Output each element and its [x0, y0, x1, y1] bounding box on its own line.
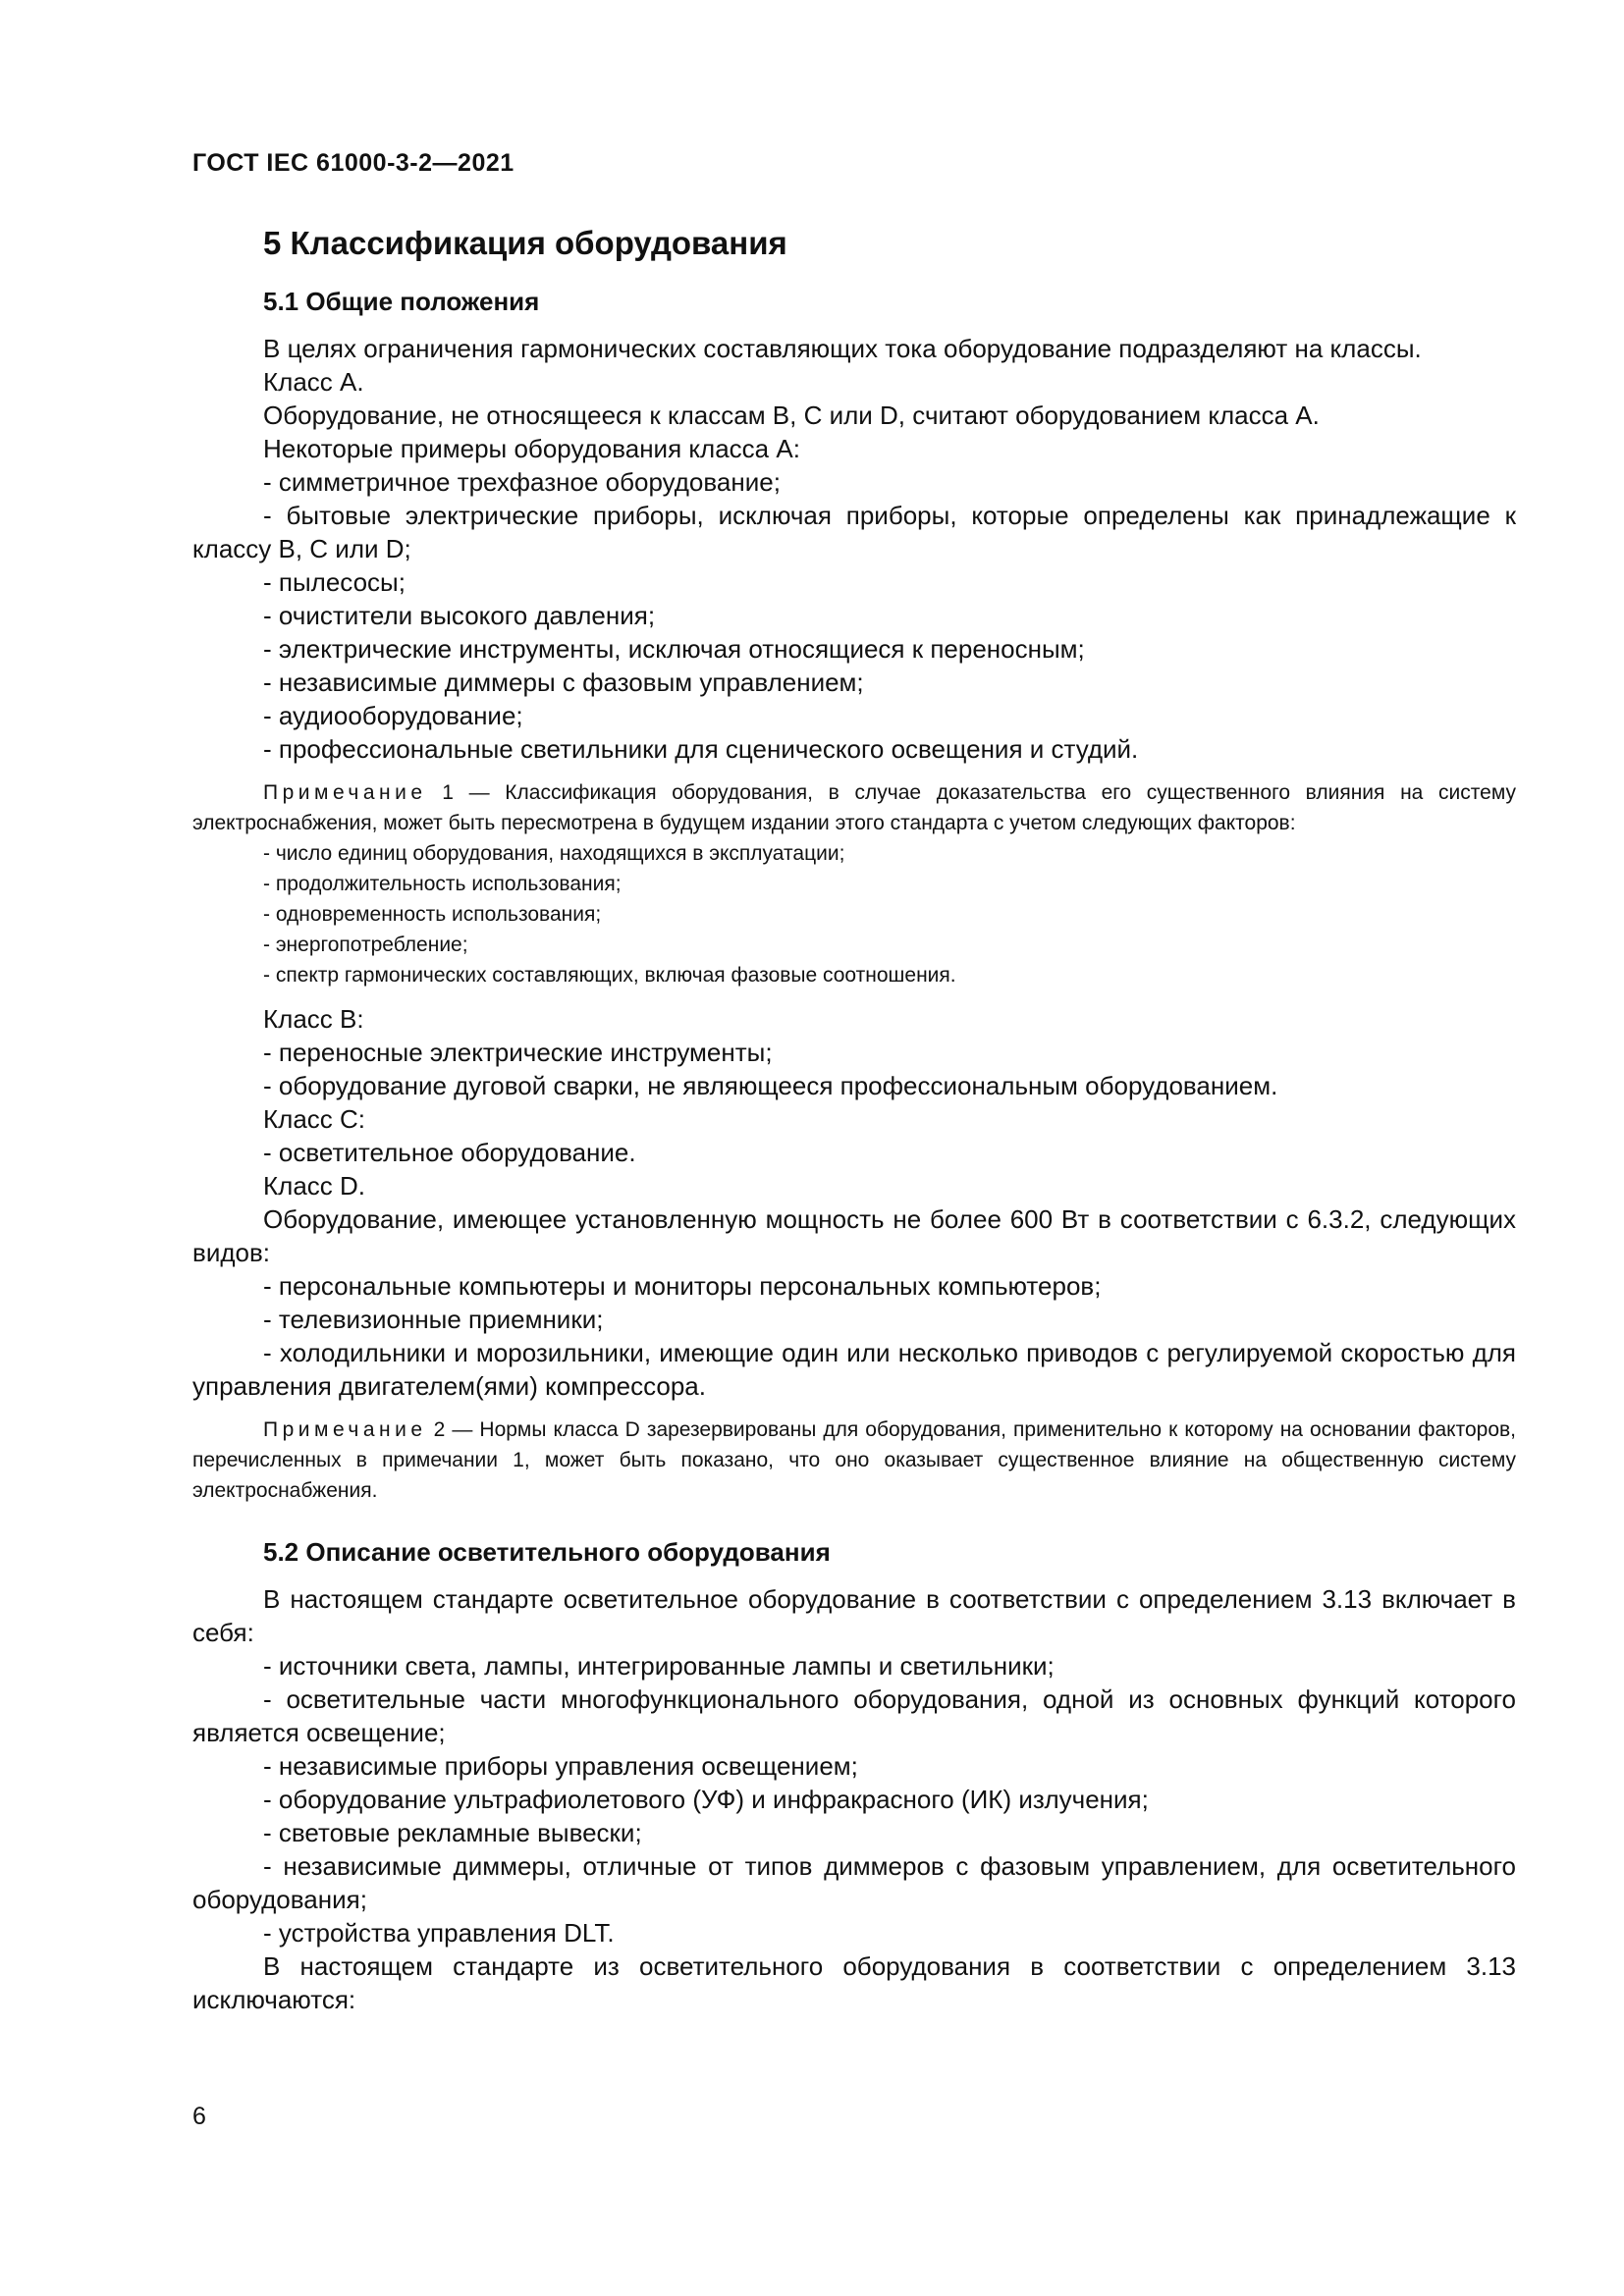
note-list-item: - спектр гармонических составляющих, включая фазовые соотношения. — [263, 964, 956, 987]
note-list-item: - продолжительность использования; — [263, 873, 622, 895]
list-item: - пылесосы; — [263, 567, 406, 597]
list-item: - электрические инструменты, исключая относящиеся к переносным; — [263, 634, 1085, 664]
note-2 — [192, 1415, 1516, 1506]
list-item: - очистители высокого давления; — [263, 601, 656, 630]
class-b-label: Класс В: — [263, 1004, 364, 1034]
section-5-2-title: 5.2 Описание осветительного оборудования — [263, 1537, 831, 1567]
list-item: - независимые приборы управления освещением; — [263, 1751, 858, 1781]
class-d-label: Класс D. — [263, 1171, 365, 1201]
list-item: - холодильники и морозильники, имеющие один или несколько приводов с регулируемой скоростью для управления двигателем(ями) компрессора. — [192, 1338, 1516, 1401]
list-item: - персональные компьютеры и мониторы персональных компьютеров; — [263, 1271, 1102, 1301]
section-5-title: 5 Классификация оборудования — [263, 225, 787, 261]
list-item: - источники света, лампы, интегрированные лампы и светильники; — [263, 1651, 1055, 1681]
note-list-item: - одновременность использования; — [263, 903, 602, 926]
list-item: - осветительное оборудование. — [263, 1138, 636, 1167]
list-item: - переносные электрические инструменты; — [263, 1038, 773, 1067]
document-body — [192, 218, 1516, 2016]
page-number: 6 — [192, 2103, 206, 2130]
list-item: - аудиооборудование; — [263, 701, 523, 730]
note-1 — [192, 777, 1516, 990]
note-1-text — [192, 777, 1516, 838]
list-item: - оборудование ультрафиолетового (УФ) и инфракрасного (ИК) излучения; — [263, 1785, 1149, 1814]
note-1-body: 1 — Классификация оборудования, в случае доказательства его существенного влияния на систему электроснабжения, может быть пересмотрена в будущем издании этого стандарта с учетом следующих факторов: — [192, 781, 1516, 834]
paragraph: В настоящем стандарте из осветительного оборудования в соответствии с определением 3.13 исключаются: — [192, 1951, 1516, 2014]
list-item: - профессиональные светильники для сценического освещения и студий. — [263, 734, 1139, 764]
paragraph: Оборудование, не относящееся к классам В, С или D, считают оборудованием класса А. — [263, 400, 1320, 430]
section-5-1-title: 5.1 Общие положения — [263, 287, 540, 316]
note-list-item: - число единиц оборудования, находящихся в эксплуатации; — [263, 842, 845, 865]
note-2-body: 2 — Нормы класса D зарезервированы для оборудования, применительно к которому на основании факторов, перечисленных в примечании 1, может быть показано, что оно оказывает существенное влияние на общественную систему электроснабжения. — [192, 1418, 1516, 1502]
note-1-head: Примечание — [263, 781, 427, 804]
paragraph: Оборудование, имеющее установленную мощность не более 600 Вт в соответствии с 6.3.2, следующих видов: — [192, 1204, 1516, 1267]
list-item: - устройства управления DLT. — [263, 1918, 615, 1948]
list-item: - оборудование дуговой сварки, не являющееся профессиональным оборудованием. — [263, 1071, 1278, 1100]
list-item: - симметричное трехфазное оборудование; — [263, 467, 781, 497]
list-item: - независимые диммеры, отличные от типов диммеров с фазовым управлением, для осветительного оборудования; — [192, 1851, 1516, 1914]
paragraph: В целях ограничения гармонических составляющих тока оборудование подразделяют на классы. — [263, 334, 1422, 363]
class-a-label: Класс А. — [263, 367, 364, 397]
list-item: - бытовые электрические приборы, исключая приборы, которые определены как принадлежащие к классу В, С или D; — [192, 501, 1516, 563]
list-item: - световые рекламные вывески; — [263, 1818, 642, 1847]
note-list-item: - энергопотребление; — [263, 934, 468, 956]
list-item: - телевизионные приемники; — [263, 1305, 604, 1334]
paragraph: В настоящем стандарте осветительное оборудование в соответствии с определением 3.13 включает в себя: — [192, 1584, 1516, 1647]
list-item: - независимые диммеры с фазовым управлением; — [263, 667, 864, 697]
document-header: ГОСТ IEC 61000-3-2—2021 — [192, 149, 514, 177]
paragraph: Некоторые примеры оборудования класса А: — [263, 434, 800, 463]
note-2-text — [192, 1415, 1516, 1506]
class-c-label: Класс С: — [263, 1104, 365, 1134]
note-2-head: Примечание — [263, 1418, 427, 1441]
list-item: - осветительные части многофункционального оборудования, одной из основных функций которого является освещение; — [192, 1684, 1516, 1747]
